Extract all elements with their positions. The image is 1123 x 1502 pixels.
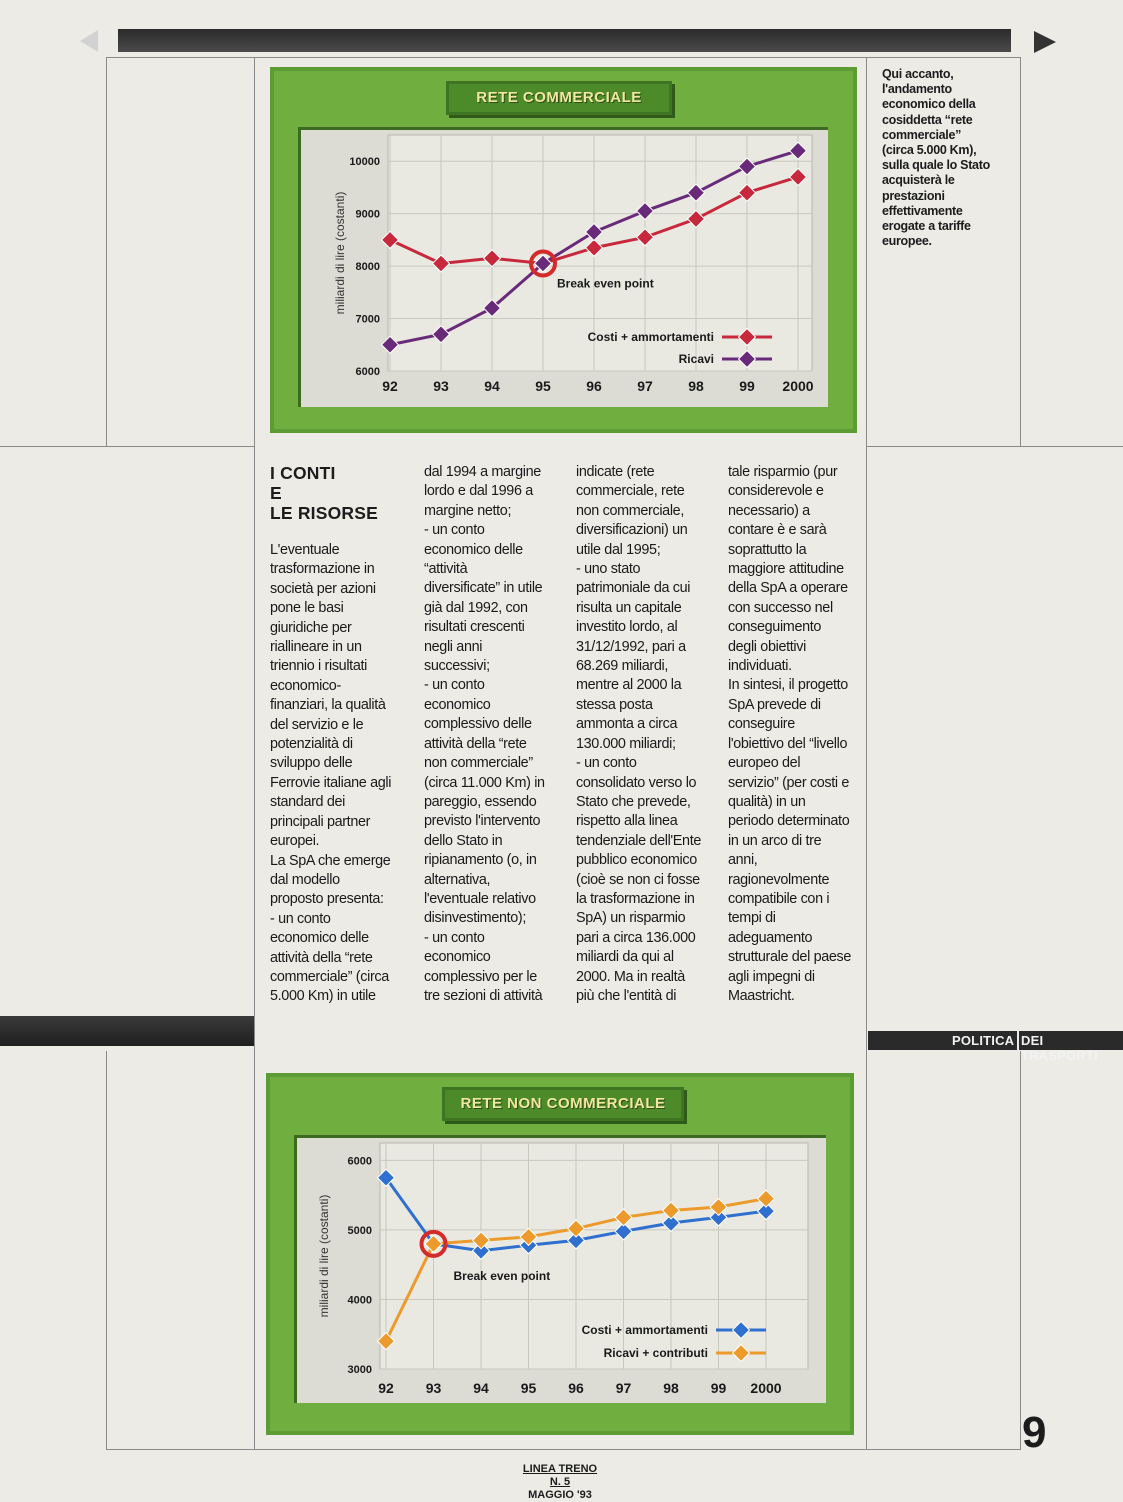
top-bar (118, 29, 1011, 52)
x-tick-label: 97 (615, 1380, 632, 1396)
y-tick-label: 10000 (349, 156, 380, 169)
footer (480, 1463, 640, 1502)
y-tick-label: 6000 (355, 366, 380, 378)
figure-caption: Qui accanto, l'andamento economico della cosiddetta “rete commerciale” (circa 5.000 Km), sulla quale lo Stato acquisterà le prestazioni effettivamente erogate a tariffe europee. (882, 67, 990, 249)
chart-panel-rete-non-commerciale (266, 1073, 854, 1435)
legend-label: Ricavi (678, 352, 714, 366)
y-tick-label: 5000 (347, 1224, 372, 1237)
y-tick-label: 8000 (355, 261, 380, 274)
divider (0, 446, 254, 447)
divider (106, 1051, 107, 1450)
y-tick-label: 7000 (355, 313, 380, 326)
chart-title: RETE NON COMMERCIALE (442, 1087, 684, 1121)
legend-label: Costi + ammortamenti (581, 1323, 708, 1337)
x-tick-label: 98 (688, 378, 704, 394)
footer-line: MAGGIO '93 (528, 1489, 592, 1501)
heading-line: E (270, 483, 282, 503)
section-label: POLITICA (952, 1033, 1015, 1048)
x-tick-label: 93 (433, 378, 449, 394)
x-tick-label: 94 (473, 1380, 489, 1396)
chart-title: RETE COMMERCIALE (446, 81, 672, 115)
footer-line: N. 5 (549, 1476, 571, 1488)
divider (254, 57, 255, 1450)
page-number: 9 (1022, 1408, 1045, 1457)
x-tick-label: 2000 (750, 1380, 782, 1396)
y-axis-label: miliardi di lire (costanti) (333, 191, 347, 315)
back-arrow-icon (80, 30, 98, 52)
article-column-2: dal 1994 a margine lordo e dal 1996 a margine netto; - un conto economico delle “attività diversificate” in utile già dal 1992, con risultati crescenti negli anni successivi; - un conto economico complessivo delle attività della “rete non commerciale” (circa 11.000 Km) in pareggio, essendo previsto l'intervento dello Stato in ripianamento (o, in alternativa, l'eventuale relativo disinvestimento); - un conto economico complessivo per le tre sezioni di attività (424, 464, 545, 1004)
y-tick-label: 9000 (355, 208, 380, 221)
x-tick-label: 95 (535, 378, 551, 394)
x-tick-label: 99 (710, 1380, 727, 1396)
x-tick-label: 96 (586, 378, 602, 394)
divider (866, 57, 867, 1450)
chart-plot-area (294, 1135, 826, 1403)
chart-panel-rete-commerciale (270, 67, 857, 433)
article-heading (270, 463, 400, 523)
legend-label: Ricavi + contributi (603, 1346, 708, 1360)
y-tick-label: 6000 (347, 1155, 372, 1168)
x-tick-label: 94 (484, 378, 500, 394)
divider (1020, 1051, 1021, 1450)
x-tick-label: 2000 (782, 378, 814, 394)
chart-rete-non-commerciale (294, 1135, 826, 1403)
x-tick-label: 99 (739, 378, 755, 394)
legend-label: Costi + ammortamenti (587, 330, 714, 344)
x-tick-label: 95 (520, 1380, 537, 1396)
x-tick-label: 92 (382, 378, 398, 394)
divider (106, 57, 1021, 58)
x-tick-label: 93 (425, 1380, 442, 1396)
divider (1017, 1031, 1019, 1050)
forward-arrow-icon (1034, 31, 1056, 53)
article-column-4: tale risparmio (pur considerevole e necessario) a contare è e sarà soprattutto la maggiore attitudine della SpA a operare con successo nel conseguimento degli obiettivi individuati. In sintesi, il progetto SpA prevede di conseguire l'obiettivo del “livello europeo del servizio” (per costi e qualità) in un periodo determinato in un arco di tre anni, ragionevolmente compatibile con i tempi di adeguamento strutturale del paese agli impegni di Maastricht. (728, 464, 852, 1004)
chart-plot-area (298, 127, 828, 407)
y-axis-label: miliardi di lire (costanti) (317, 1194, 331, 1318)
divider (1020, 57, 1021, 447)
x-tick-label: 98 (663, 1380, 679, 1396)
annotation-label: Break even point (557, 276, 654, 291)
x-tick-label: 97 (637, 378, 653, 394)
article-column-3: indicate (rete commerciale, rete non commerciale, diversificazioni) un utile dal 1995; - uno stato patrimoniale da cui risulta un capitale investito lordo, al 31/12/1992, pari a 68.269 miliardi, mentre al 2000 la stessa posta ammonta a circa 130.000 miliardi; - un conto consolidato verso lo Stato che prevede, rispetto alla linea tendenziale dell'Ente pubblico economico (cioè se non ci fosse la trasformazione in SpA) un risparmio pari a circa 136.000 miliardi da qui al 2000. Ma in realtà più che l'entità di (576, 464, 702, 1004)
section-label: DEI TRASPORTI (1021, 1033, 1098, 1063)
y-tick-label: 4000 (347, 1294, 372, 1307)
annotation-label: Break even point (453, 1268, 551, 1283)
divider (106, 1449, 1021, 1450)
divider (866, 446, 1123, 447)
divider (106, 57, 107, 447)
heading-line: I CONTI (270, 463, 336, 483)
y-tick-label: 3000 (347, 1364, 372, 1376)
heading-line: LE RISORSE (270, 503, 378, 523)
section-rule-left (0, 1016, 254, 1046)
footer-line: LINEA TRENO (522, 1463, 598, 1475)
x-tick-label: 92 (378, 1380, 394, 1396)
chart-rete-commerciale (298, 127, 828, 407)
x-tick-label: 96 (568, 1380, 584, 1396)
article-column-1: L'eventuale trasformazione in società per azioni pone le basi giuridiche per riallineare in un triennio i risultati economico- finanziari, la qualità del servizio e le potenzialità di sviluppo delle Ferrovie italiane agli standard dei principali partner europei. La SpA che emerge dal modello proposto presenta: - un conto economico delle attività della “rete commerciale” (circa 5.000 Km) in utile (270, 542, 392, 1005)
